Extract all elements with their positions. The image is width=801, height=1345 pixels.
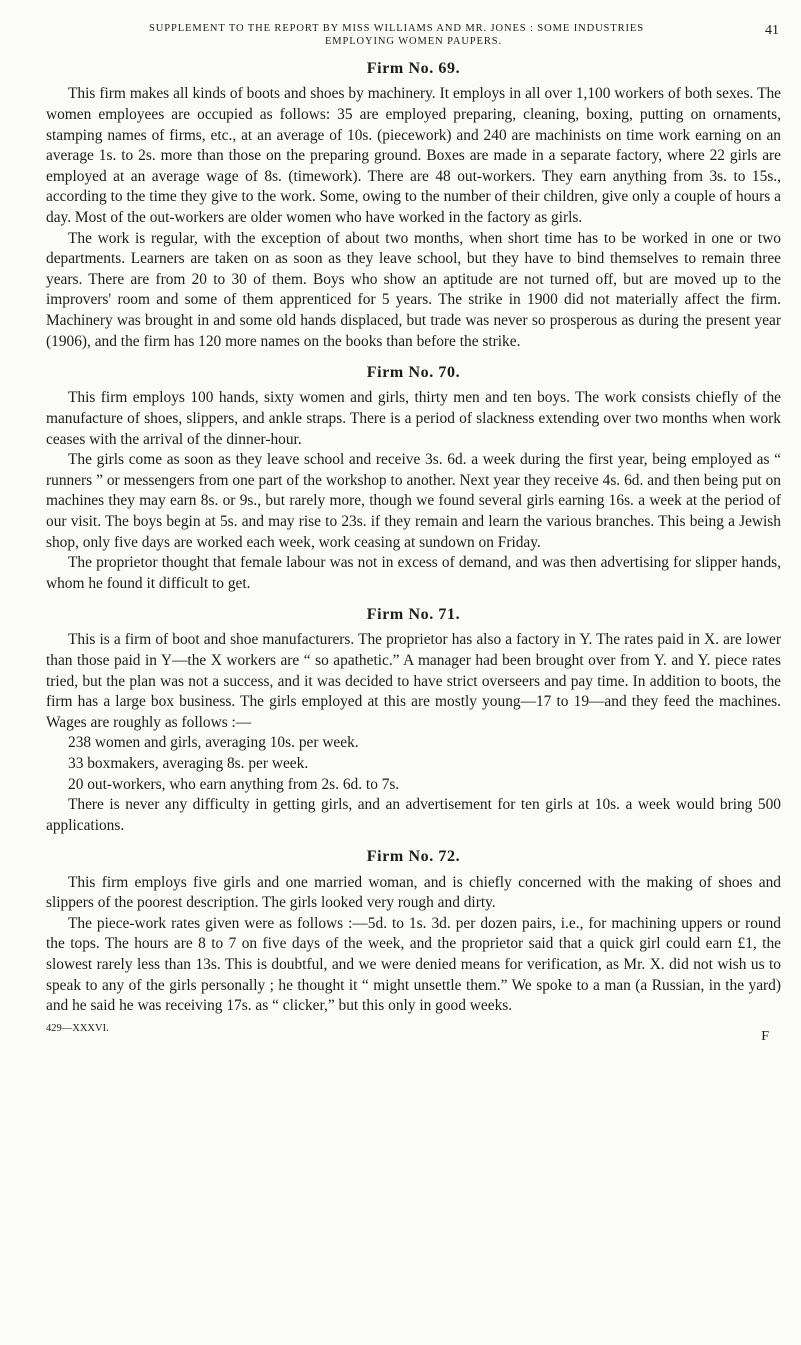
firm-72-section <box>46 847 781 1016</box>
paragraph: The proprietor thought that female labour was not in excess of demand, and was then advertising for slipper hands, whom he found it difficult to get. <box>46 554 781 592</box>
page-number: 41 <box>765 23 779 38</box>
firm-heading: Firm No. 70. <box>366 364 461 382</box>
wage-list-item: 33 boxmakers, averaging 8s. per week. <box>68 755 309 773</box>
paragraph: The piece-work rates given were as follows :—5d. to 1s. 3d. per dozen pairs, i.e., for machining uppers or round the tops. The hours are 8 to 7 on five days of the week, and the proprietor said that a quick girl could earn £1, the slowest rarely less than 13s. This is doubtful, and we were denied means for verification, as Mr. X. did not wish us to speak to any of the girls personally ; he thought it “ might unsettle them.” We spoke to a man (a Russian, in the yard) and he said he was receiving 17s. as “ clicker,” but this only in good weeks. <box>46 914 781 1015</box>
wage-list-item: 20 out-workers, who earn anything from 2s. 6d. to 7s. <box>68 775 400 793</box>
running-head-line1 <box>46 22 781 38</box>
paragraph: This is a firm of boot and shoe manufacturers. The proprietor has also a factory in Y. The rates paid in X. are lower than those paid in Y—the X workers are “ so apathetic.” A manager had been brought over from Y. and Y. piece rates tried, but the plan was not a success, and it was decided to have strict overseers and pay time. In addition to boots, the firm has a large box business. The girls employed at this are mostly young—17 to 19—and they feed the machines. Wages are roughly as follows :— <box>46 631 781 731</box>
running-head-title: SUPPLEMENT TO THE REPORT BY MISS WILLIAMS AND MR. JONES : SOME INDUSTRIES <box>149 23 644 34</box>
sheet-mark: F <box>761 1028 769 1044</box>
firm-heading: Firm No. 71. <box>366 606 461 624</box>
paragraph: This firm makes all kinds of boots and shoes by machinery. It employs in all over 1,100 workers of both sexes. The women employees are occupied as follows: 35 are employed preparing, cleaning, boxing, putting on ornaments, stamping names of firms, etc., at an average of 10s. (piecework) and 240 are machinists on time work earning on an average 1s. to 2s. more than those on the preparing ground. Boxes are made in a separate factory, where 22 girls are employed at an average wage of 8s. (timework). There are 48 out-workers. They earn anything from 3s. to 15s., according to the time they give to the work. Some, owing to the number of their children, give only a couple of hours a day. Most of the out-workers are older women who have worked in the factory as girls. <box>46 85 781 226</box>
wage-list-item: 238 women and girls, averaging 10s. per week. <box>68 734 359 752</box>
firm-71-section <box>46 605 781 836</box>
firm-heading: Firm No. 72. <box>366 848 461 866</box>
paragraph: This firm employs 100 hands, sixty women and girls, thirty men and ten boys. The work consists chiefly of the manufacture of shoes, slippers, and ankle straps. There is a period of slackness extending over two months when work ceases with the arrival of the dinner-hour. <box>46 389 781 448</box>
paragraph: This firm employs five girls and one married woman, and is chiefly concerned with the making of shoes and slippers of the poorest description. The girls looked very rough and dirty. <box>46 873 781 912</box>
paragraph: There is never any difficulty in getting girls, and an advertisement for ten girls at 10s. a week would bring 500 applications. <box>46 796 781 834</box>
firm-70-section <box>46 363 781 594</box>
print-signature: 429—XXXVI. <box>46 1022 109 1034</box>
paragraph: The girls come as soon as they leave school and receive 3s. 6d. a week during the first year, being employed as “ runners ” or messengers from one part of the workshop to another. Next year they receive 4s. 6d. and then being put on machines they may earn 8s. or 9s., but rarely more, though we found several girls earning 16s. a week at the period of our visit. The boys begin at 5s. and may rise to 23s. if they remain and learn the various branches. This being a Jewish shop, only five days are worked each week, work ceasing at sundown on Friday. <box>46 451 781 551</box>
firm-69-section <box>46 59 781 352</box>
running-head <box>46 0 781 48</box>
firm-heading: Firm No. 69. <box>366 60 461 78</box>
paragraph: The work is regular, with the exception of about two months, when short time has to be worked in one or two departments. Learners are taken on as soon as they leave school, but they have to bind themselves to remain three years. There are from 20 to 30 of them. Boys who show an aptitude are not turned off, but are moved up to the improvers' room and some of them apprenticed for 5 years. The strike in 1900 did not materially affect the firm. Machinery was brought in and some old hands displaced, but trade was never so prosperous as during the present year (1906), and the firm has 120 more names on the books than before the strike. <box>46 229 781 350</box>
page-footer <box>46 1019 781 1049</box>
running-head-line2: EMPLOYING WOMEN PAUPERS. <box>324 36 503 48</box>
